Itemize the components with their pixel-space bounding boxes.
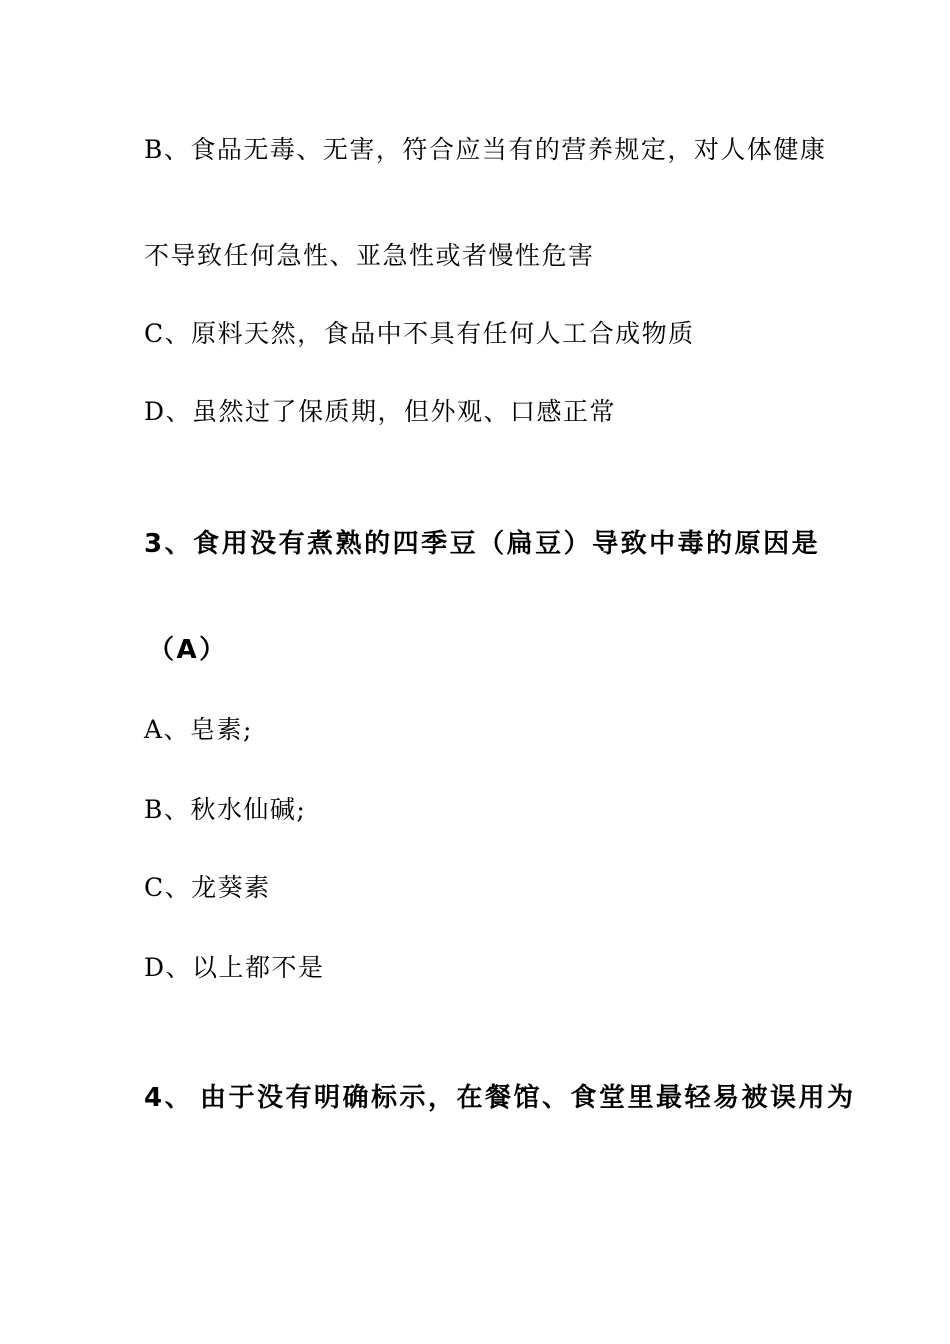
q4-question-line [144, 1082, 856, 1114]
q2-option-d: D、虽然过了保质期，但外观、口感正常 [144, 397, 617, 426]
q3-option-c: C、龙葵素 [144, 873, 271, 902]
q3-answer: （A） [148, 635, 228, 665]
q2-option-b-line1: B、食品无毒、无害，符合应当有的营养规定，对人体健康 [144, 135, 827, 164]
q3-option-d: D、以上都不是 [144, 953, 325, 982]
q2-option-b-line2: 不导致任何急性、亚急性或者慢性危害 [144, 241, 595, 270]
q3-question: 3、食用没有煮熟的四季豆（扁豆）导致中毒的原因是 [144, 529, 821, 559]
q4-question-text: 由于没有明确标示，在餐馆、食堂里最轻易被误用为 [200, 1083, 856, 1113]
q4-number: 4、 [144, 1083, 194, 1113]
q3-option-b: B、秋水仙碱; [144, 795, 307, 824]
q3-option-a: A、皂素; [144, 715, 253, 744]
q2-option-c: C、原料天然，食品中不具有任何人工合成物质 [144, 319, 695, 348]
